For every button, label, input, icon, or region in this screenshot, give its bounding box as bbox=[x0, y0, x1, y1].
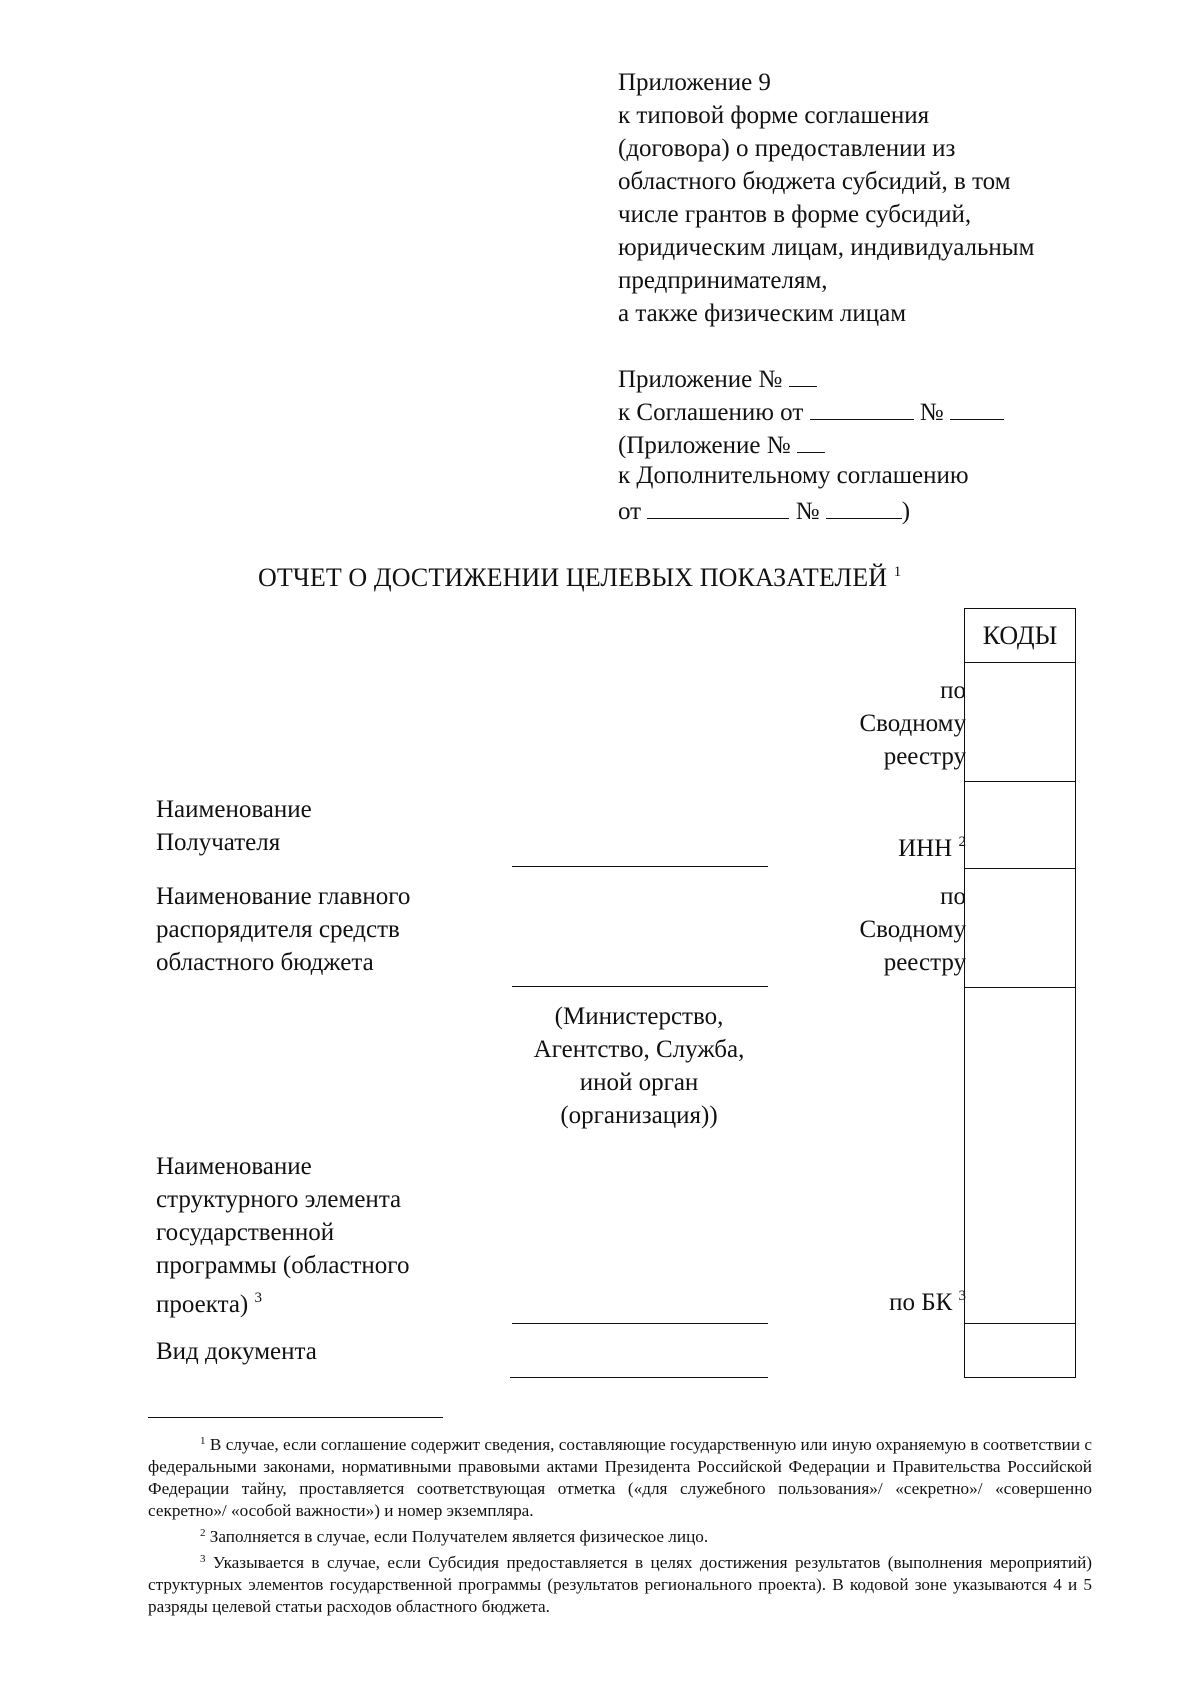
struct-element-field-line[interactable] bbox=[512, 1323, 768, 1324]
struct-label-line: структурного элемента bbox=[156, 1186, 402, 1213]
footnote-1-text: В случае, если соглашение содержит сведения, составляющие государственную или иную охраняемую в соответствии с федеральными законами, нормативными правовыми актами Президента Российской Федерации и Правительства Российской Федерации тайну, проставляется соответствующая отметка («для служебного пользования»/ «секретно»/ «совершенно секретно»/ «особой важности») и номер экземпляра. bbox=[148, 1435, 1093, 1520]
recipient-field-line[interactable] bbox=[512, 866, 768, 867]
codes-column bbox=[964, 608, 1076, 1378]
agreement-date-blank[interactable] bbox=[810, 393, 914, 420]
appendix-number-blank[interactable] bbox=[789, 360, 817, 387]
agreement-number-blank[interactable] bbox=[950, 393, 1004, 420]
footnote-3-text: Указывается в случае, если Субсидия предоставляется в целях достижения результатов (выполнения мероприятий) структурных элементов государственной программы (результатов регионального проекта). В кодовой зоне указываются 4 и 5 разряды целевой статьи расходов областного бюджета. bbox=[148, 1553, 1092, 1616]
inn-label bbox=[898, 826, 966, 865]
inn-footnote-ref: 2 bbox=[958, 834, 966, 850]
doc-type-label: Вид документа bbox=[156, 1338, 317, 1365]
recipient-label-line: Наименование bbox=[156, 796, 312, 823]
svod-label-line: по bbox=[940, 883, 966, 910]
struct-label-line: Наименование bbox=[156, 1153, 312, 1180]
struct-label-line: программы (областного bbox=[156, 1252, 410, 1279]
doc-type-field-line[interactable] bbox=[510, 1377, 768, 1378]
agreement-number-sign: № bbox=[919, 399, 944, 426]
ministry-hint-line: (Министерство, bbox=[554, 1003, 724, 1030]
svod-label-admin bbox=[859, 880, 966, 979]
appendix-line: а также физическим лицам bbox=[618, 300, 907, 327]
additional-date-blank[interactable] bbox=[647, 492, 789, 519]
struct-footnote-ref: 3 bbox=[254, 1290, 262, 1306]
recipient-label bbox=[156, 793, 312, 859]
additional-appendix-blank[interactable] bbox=[797, 426, 825, 453]
code-cell-svod-admin[interactable] bbox=[965, 869, 1075, 988]
additional-number-sign: № bbox=[795, 498, 820, 525]
svod-label-recipient bbox=[859, 674, 966, 773]
agreement-from-label: к Соглашению от bbox=[618, 399, 804, 426]
main-admin-label-line: Наименование главного bbox=[156, 883, 411, 910]
appendix-line: к типовой форме соглашения bbox=[618, 102, 930, 129]
title-footnote-ref: 1 bbox=[893, 564, 902, 580]
code-cell-doc-type[interactable] bbox=[965, 1324, 1075, 1378]
appendix-caption bbox=[618, 66, 1034, 330]
footnote-3 bbox=[148, 1548, 1092, 1618]
svod-label-line: реестру bbox=[883, 949, 966, 976]
footnote-separator bbox=[148, 1417, 443, 1418]
svod-label-line: по bbox=[940, 677, 966, 704]
ministry-hint bbox=[504, 1000, 774, 1132]
bk-label bbox=[889, 1280, 966, 1319]
additional-agreement-label: к Дополнительному соглашению bbox=[618, 462, 969, 489]
footnote-2-ref: 2 bbox=[200, 1527, 206, 1539]
ministry-hint-line: Агентство, Служба, bbox=[533, 1036, 745, 1063]
svod-label-line: Сводному bbox=[859, 710, 966, 737]
main-admin-label bbox=[156, 880, 410, 979]
appendix-line: (договора) о предоставлении из bbox=[618, 135, 956, 162]
report-title bbox=[258, 563, 901, 593]
footnote-2 bbox=[148, 1522, 1092, 1548]
inn-label-text: ИНН bbox=[898, 835, 953, 862]
close-paren: ) bbox=[901, 498, 911, 525]
appendix-line: областного бюджета субсидий, в том bbox=[618, 168, 1011, 195]
struct-label-line: государственной bbox=[156, 1219, 335, 1246]
appendix-line: юридическим лицам, индивидуальным bbox=[618, 234, 1035, 261]
ministry-hint-line: (организация)) bbox=[560, 1102, 718, 1129]
svod-label-line: Сводному bbox=[859, 916, 966, 943]
appendix-line: Приложение 9 bbox=[618, 69, 771, 96]
struct-element-label bbox=[156, 1150, 409, 1321]
footnote-1-ref: 1 bbox=[200, 1435, 206, 1447]
code-cell-bk[interactable] bbox=[965, 988, 1075, 1324]
agreement-reference bbox=[618, 360, 1004, 525]
ministry-hint-line: иной орган bbox=[579, 1069, 699, 1096]
recipient-label-line: Получателя bbox=[156, 829, 281, 856]
appendix-number-label: Приложение № bbox=[618, 366, 783, 393]
appendix-line: числе грантов в форме субсидий, bbox=[618, 201, 972, 228]
footnote-1 bbox=[148, 1430, 1092, 1522]
code-cell-svod-recipient[interactable] bbox=[965, 663, 1075, 782]
report-title-text: ОТЧЕТ О ДОСТИЖЕНИИ ЦЕЛЕВЫХ ПОКАЗАТЕЛЕЙ bbox=[258, 563, 888, 592]
svod-label-line: реестру bbox=[883, 743, 966, 770]
struct-label-line: проекта) bbox=[156, 1291, 249, 1318]
codes-header: КОДЫ bbox=[965, 609, 1075, 663]
footnote-2-text: Заполняется в случае, если Получателем является физическое лицо. bbox=[209, 1527, 709, 1546]
appendix-line: предпринимателям, bbox=[618, 267, 828, 294]
additional-number-blank[interactable] bbox=[826, 492, 902, 519]
main-admin-label-line: областного бюджета bbox=[156, 949, 374, 976]
bk-footnote-ref: 3 bbox=[958, 1288, 966, 1304]
footnote-3-ref: 3 bbox=[200, 1553, 206, 1565]
footnotes bbox=[148, 1430, 1092, 1618]
bk-label-text: по БК bbox=[889, 1289, 953, 1316]
main-admin-label-line: распорядителя средств bbox=[156, 916, 400, 943]
additional-from-label: от bbox=[618, 498, 642, 525]
main-admin-field-line[interactable] bbox=[512, 986, 768, 987]
code-cell-inn[interactable] bbox=[965, 782, 1075, 869]
additional-appendix-label: (Приложение № bbox=[618, 432, 791, 459]
